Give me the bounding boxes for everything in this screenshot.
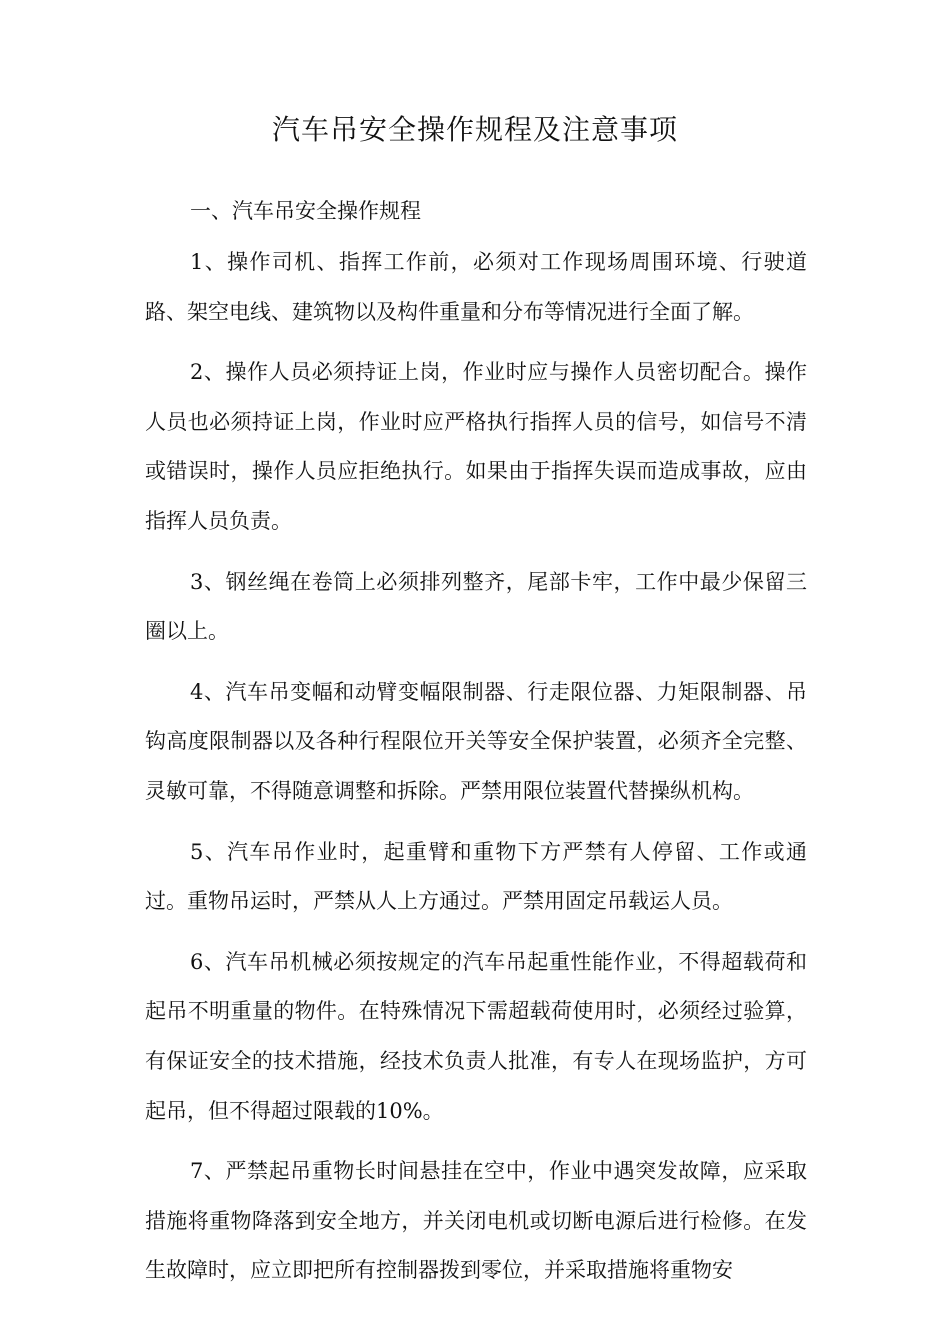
paragraph-7: 7、严禁起吊重物长时间悬挂在空中，作业中遇突发故障，应采取措施将重物降落到安全地方，并关闭电机或切断电源后进行检修。在发生故障时，应立即把所有控制器拨到零位，并采取措施将重物安	[145, 1159, 807, 1283]
paragraph-4: 4、汽车吊变幅和动臂变幅限制器、行走限位器、力矩限制器、吊钩高度限制器以及各种行程限位开关等安全保护装置，必须齐全完整、灵敏可靠，不得随意调整和拆除。严禁用限位装置代替操纵机构。	[145, 679, 807, 803]
paragraph-2: 2、操作人员必须持证上岗，作业时应与操作人员密切配合。操作人员也必须持证上岗，作业时应严格执行指挥人员的信号，如信号不清或错误时，操作人员应拒绝执行。如果由于指挥失误而造成事故，应由指挥人员负责。	[145, 360, 807, 533]
document-body	[145, 238, 807, 1307]
paragraph-6: 6、汽车吊机械必须按规定的汽车吊起重性能作业，不得超载荷和起吊不明重量的物件。在特殊情况下需超载荷使用时，必须经过验算，有保证安全的技术措施，经技术负责人批准，有专人在现场监护，方可起吊，但不得超过限载的10%。	[145, 949, 807, 1123]
paragraph-5: 5、汽车吊作业时，起重臂和重物下方严禁有人停留、工作或通过。重物吊运时，严禁从人上方通过。严禁用固定吊载运人员。	[145, 839, 807, 914]
section-heading: 一、汽车吊安全操作规程	[190, 199, 421, 223]
document-title: 汽车吊安全操作规程及注意事项	[271, 113, 678, 146]
paragraph-1: 1、操作司机、指挥工作前，必须对工作现场周围环境、行驶道路、架空电线、建筑物以及构件重量和分布等情况进行全面了解。	[145, 250, 807, 324]
paragraph-3: 3、钢丝绳在卷筒上必须排列整齐，尾部卡牢，工作中最少保留三圈以上。	[145, 569, 807, 644]
